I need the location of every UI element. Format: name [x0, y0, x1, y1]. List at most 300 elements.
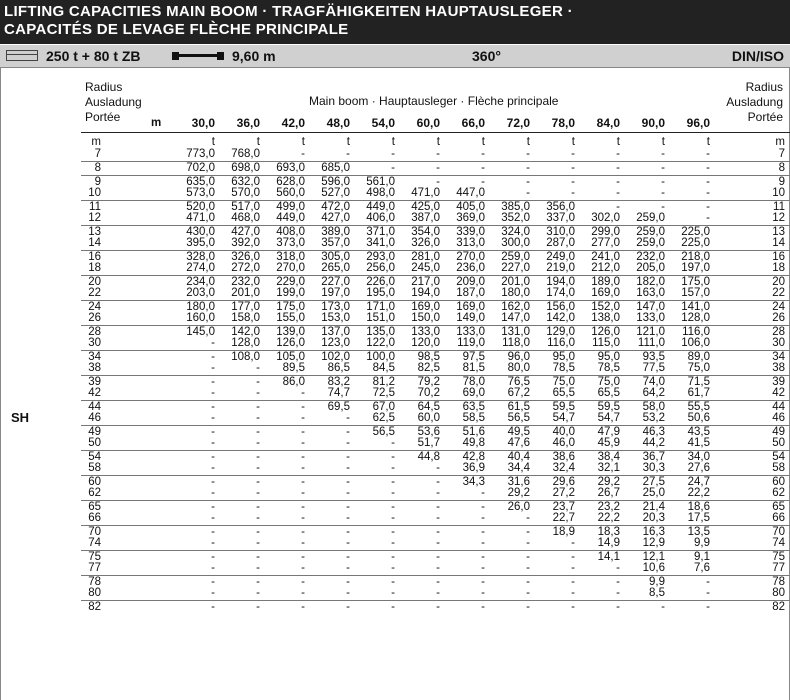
capacity-cell: 392,0 — [231, 237, 260, 249]
capacity-cell: - — [346, 476, 350, 488]
capacity-cell: 51,6 — [462, 426, 485, 438]
table-row — [1, 438, 790, 449]
capacity-cell: - — [256, 401, 260, 413]
capacity-cell: - — [706, 587, 710, 599]
capacity-cell: 34,0 — [687, 451, 710, 463]
capacity-cell: 81,5 — [462, 362, 485, 374]
capacity-cell: 75,0 — [687, 362, 710, 374]
capacity-cell: 64,2 — [642, 387, 665, 399]
capacity-cell: - — [706, 176, 710, 188]
capacity-cell: - — [571, 576, 575, 588]
capacity-cell: 245,0 — [411, 262, 440, 274]
capacity-cell: 47,6 — [507, 437, 530, 449]
capacity-cell: 102,0 — [321, 351, 350, 363]
capacity-cell: - — [571, 162, 575, 174]
capacity-unit: t — [661, 136, 665, 148]
capacity-cell: - — [436, 551, 440, 563]
capacity-cell: 32,4 — [552, 462, 575, 474]
radius-cell: 70 — [88, 526, 101, 538]
capacity-cell: - — [346, 526, 350, 538]
spec-bar — [0, 45, 790, 68]
capacity-cell: - — [526, 601, 530, 613]
capacity-cell: 339,0 — [456, 226, 485, 238]
radius-cell: 20 — [88, 276, 101, 288]
capacity-cell: - — [391, 501, 395, 513]
boom-length-header: 84,0 — [596, 116, 620, 130]
capacity-cell: 468,0 — [231, 212, 260, 224]
capacity-cell: 18,6 — [687, 501, 710, 513]
capacity-cell: - — [211, 587, 215, 599]
capacity-cell: 23,2 — [597, 501, 620, 513]
radius-cell-right: 34 — [772, 351, 785, 363]
capacity-cell: 189,0 — [591, 276, 620, 288]
capacity-cell: - — [436, 148, 440, 160]
capacity-cell: 116,0 — [547, 337, 575, 349]
capacity-cell: - — [211, 462, 215, 474]
table-row — [1, 602, 790, 613]
table-row — [1, 252, 790, 263]
capacity-cell: - — [526, 551, 530, 563]
capacity-cell: - — [436, 462, 440, 474]
capacity-cell: 187,0 — [456, 287, 485, 299]
capacity-cell: - — [391, 162, 395, 174]
table-row — [1, 263, 790, 274]
capacity-cell: 108,0 — [231, 351, 260, 363]
capacity-cell: - — [256, 576, 260, 588]
capacity-cell: 74,7 — [327, 387, 350, 399]
capacity-cell: - — [526, 562, 530, 574]
radius-cell: 77 — [88, 562, 101, 574]
radius-cell-right: 9 — [778, 176, 785, 188]
capacity-cell: 9,1 — [694, 551, 710, 563]
capacity-cell: 65,5 — [597, 387, 620, 399]
radius-cell-right: 49 — [772, 426, 785, 438]
capacity-cell: 36,9 — [462, 462, 485, 474]
capacity-cell: - — [211, 576, 215, 588]
table-row — [1, 202, 790, 213]
capacity-cell: 217,0 — [411, 276, 440, 288]
capacity-cell: 341,0 — [366, 237, 395, 249]
radius-cell: 58 — [88, 462, 101, 474]
capacity-cell: 22,2 — [687, 487, 710, 499]
boom-unit: m — [151, 117, 162, 129]
capacity-cell: 471,0 — [411, 187, 440, 199]
capacity-cell: - — [526, 176, 530, 188]
capacity-cell: 27,6 — [687, 462, 710, 474]
capacity-cell: 44,2 — [642, 437, 665, 449]
table-row — [1, 577, 790, 588]
radius-label-en: Radius — [85, 80, 123, 94]
radius-cell-right: 28 — [772, 326, 785, 338]
capacity-cell: 182,0 — [636, 276, 665, 288]
capacity-cell: 560,0 — [276, 187, 305, 199]
table-row — [1, 538, 790, 549]
capacity-cell: 163,0 — [636, 287, 665, 299]
capacity-cell: - — [211, 351, 215, 363]
capacity-cell: 169,0 — [591, 287, 620, 299]
capacity-cell: 81,2 — [372, 376, 395, 388]
capacity-cell: 60,0 — [417, 412, 440, 424]
capacity-cell: - — [436, 162, 440, 174]
outrigger-label: 9,60 m — [232, 48, 276, 64]
capacity-cell: 45,9 — [597, 437, 620, 449]
capacity-cell: 635,0 — [186, 176, 215, 188]
radius-cell-right: 75 — [772, 551, 785, 563]
capacity-cell: 158,0 — [231, 312, 260, 324]
table-row — [1, 277, 790, 288]
capacity-cell: - — [211, 526, 215, 538]
capacity-cell: 49,8 — [462, 437, 485, 449]
capacity-cell: 121,0 — [636, 326, 665, 338]
capacity-cell: - — [526, 162, 530, 174]
capacity-unit: t — [256, 136, 260, 148]
capacity-cell: 129,0 — [546, 326, 575, 338]
capacity-cell: 218,0 — [681, 251, 710, 263]
capacity-cell: - — [571, 562, 575, 574]
capacity-cell: 93,5 — [642, 351, 665, 363]
capacity-cell: 287,0 — [546, 237, 575, 249]
capacity-cell: 277,0 — [591, 237, 620, 249]
capacity-cell: - — [436, 576, 440, 588]
capacity-cell: - — [346, 562, 350, 574]
capacity-cell: - — [571, 187, 575, 199]
capacity-cell: - — [256, 537, 260, 549]
capacity-cell: - — [346, 412, 350, 424]
capacity-cell: - — [346, 148, 350, 160]
capacity-cell: - — [346, 551, 350, 563]
capacity-cell: 520,0 — [186, 201, 215, 213]
capacity-cell: - — [346, 587, 350, 599]
capacity-cell: 133,0 — [411, 326, 440, 338]
radius-cell-right: 16 — [772, 251, 785, 263]
radius-cell-right: 65 — [772, 501, 785, 513]
capacity-cell: - — [256, 501, 260, 513]
radius-cell-right: 66 — [772, 512, 785, 524]
capacity-cell: 195,0 — [366, 287, 395, 299]
capacity-cell: 98,5 — [417, 351, 440, 363]
capacity-cell: 77,5 — [642, 362, 665, 374]
capacity-cell: 449,0 — [276, 212, 305, 224]
capacity-cell: 212,0 — [591, 262, 620, 274]
capacity-cell: - — [436, 476, 440, 488]
capacity-cell: - — [436, 587, 440, 599]
capacity-cell: - — [301, 401, 305, 413]
radius-cell: 74 — [88, 537, 101, 549]
capacity-cell: 58,5 — [462, 412, 485, 424]
radius-cell: 49 — [88, 426, 101, 438]
capacity-cell: - — [301, 551, 305, 563]
radius-cell-right: 26 — [772, 312, 785, 324]
table-row — [1, 488, 790, 499]
capacity-cell: 768,0 — [231, 148, 260, 160]
capacity-cell: 227,0 — [501, 262, 530, 274]
capacity-cell: 199,0 — [276, 287, 305, 299]
capacity-cell: - — [526, 537, 530, 549]
radius-cell: 75 — [88, 551, 101, 563]
boom-length-header: 60,0 — [416, 116, 440, 130]
capacity-cell: 17,5 — [687, 512, 710, 524]
radius-cell: 26 — [88, 312, 101, 324]
capacity-cell: 302,0 — [591, 212, 620, 224]
capacity-cell: 115,0 — [592, 337, 620, 349]
capacity-cell: 227,0 — [321, 276, 350, 288]
capacity-cell: 22,7 — [552, 512, 575, 524]
capacity-cell: 326,0 — [231, 251, 260, 263]
capacity-cell: 357,0 — [321, 237, 350, 249]
radius-cell: 10 — [88, 187, 101, 199]
capacity-table — [0, 68, 790, 700]
capacity-cell: 84,5 — [372, 362, 395, 374]
capacity-cell: 61,7 — [687, 387, 710, 399]
capacity-cell: 106,0 — [681, 337, 710, 349]
capacity-cell: 141,0 — [681, 301, 710, 313]
capacity-cell: 128,0 — [681, 312, 710, 324]
capacity-cell: 299,0 — [591, 226, 620, 238]
capacity-cell: - — [301, 501, 305, 513]
capacity-cell: 135,0 — [366, 326, 395, 338]
capacity-cell: - — [571, 587, 575, 599]
capacity-cell: 147,0 — [636, 301, 665, 313]
capacity-cell: - — [211, 512, 215, 524]
capacity-cell: 69,5 — [327, 401, 350, 413]
capacity-cell: - — [256, 387, 260, 399]
radius-header-left — [85, 80, 142, 125]
capacity-cell: 149,0 — [456, 312, 485, 324]
capacity-cell: 18,9 — [552, 526, 575, 538]
capacity-cell: - — [301, 587, 305, 599]
capacity-cell: 40,4 — [507, 451, 530, 463]
capacity-cell: - — [436, 487, 440, 499]
capacity-cell: 447,0 — [456, 187, 485, 199]
capacity-cell: - — [211, 487, 215, 499]
capacity-cell: - — [301, 462, 305, 474]
table-row — [1, 377, 790, 388]
capacity-cell: - — [301, 426, 305, 438]
radius-cell: 18 — [88, 262, 101, 274]
capacity-cell: 128,0 — [231, 337, 260, 349]
capacity-cell: 180,0 — [186, 301, 215, 313]
radius-cell: 30 — [88, 337, 101, 349]
capacity-cell: - — [391, 487, 395, 499]
radius-label-en-right: Radius — [745, 80, 783, 94]
capacity-cell: 27,5 — [642, 476, 665, 488]
capacity-cell: 174,0 — [546, 287, 575, 299]
capacity-cell: 232,0 — [231, 276, 260, 288]
capacity-cell: - — [211, 337, 215, 349]
boom-length-header: 36,0 — [236, 116, 260, 130]
boom-length-header: 90,0 — [641, 116, 665, 130]
capacity-cell: 517,0 — [231, 201, 260, 213]
capacity-cell: - — [481, 526, 485, 538]
capacity-cell: 20,3 — [642, 512, 665, 524]
capacity-cell: 229,0 — [276, 276, 305, 288]
capacity-cell: - — [481, 162, 485, 174]
slewing-label: 360° — [472, 48, 501, 64]
capacity-cell: 14,1 — [597, 551, 620, 563]
capacity-cell: - — [391, 576, 395, 588]
table-row — [1, 513, 790, 524]
capacity-cell: 197,0 — [681, 262, 710, 274]
capacity-cell: 54,7 — [597, 412, 620, 424]
capacity-cell: 123,0 — [321, 337, 350, 349]
capacity-cell: - — [346, 501, 350, 513]
table-row — [1, 238, 790, 249]
capacity-cell: - — [526, 187, 530, 199]
capacity-cell: - — [301, 512, 305, 524]
capacity-cell: 24,7 — [687, 476, 710, 488]
boom-length-header: 72,0 — [506, 116, 530, 130]
counterweight-icon — [6, 50, 38, 61]
capacity-unit: t — [436, 136, 440, 148]
outrigger-icon — [172, 52, 224, 60]
capacity-cell: 570,0 — [231, 187, 260, 199]
capacity-unit: t — [706, 136, 710, 148]
capacity-cell: 201,0 — [501, 276, 530, 288]
capacity-unit: t — [346, 136, 350, 148]
capacity-cell: - — [391, 551, 395, 563]
capacity-cell: 50,6 — [687, 412, 710, 424]
capacity-cell: - — [481, 587, 485, 599]
capacity-cell: 153,0 — [321, 312, 350, 324]
capacity-cell: 270,0 — [456, 251, 485, 263]
table-row — [1, 302, 790, 313]
capacity-cell: 371,0 — [366, 226, 395, 238]
capacity-cell: 21,4 — [642, 501, 665, 513]
capacity-cell: 259,0 — [636, 212, 665, 224]
capacity-cell: 139,0 — [276, 326, 305, 338]
capacity-cell: 97,5 — [462, 351, 485, 363]
capacity-cell: 10,6 — [642, 562, 665, 574]
capacity-cell: 337,0 — [546, 212, 575, 224]
sh-label: SH — [11, 410, 30, 425]
capacity-cell: - — [616, 576, 620, 588]
capacity-cell: - — [481, 487, 485, 499]
capacity-cell: 55,5 — [687, 401, 710, 413]
capacity-cell: 300,0 — [501, 237, 530, 249]
capacity-cell: 61,5 — [507, 401, 530, 413]
capacity-cell: 8,5 — [649, 587, 665, 599]
capacity-cell: 205,0 — [636, 262, 665, 274]
capacity-cell: 471,0 — [186, 212, 215, 224]
boom-length-header: 30,0 — [191, 116, 215, 130]
capacity-cell: 197,0 — [321, 287, 350, 299]
capacity-cell: 152,0 — [591, 301, 620, 313]
capacity-cell: 527,0 — [321, 187, 350, 199]
radius-cell-right: 22 — [772, 287, 785, 299]
capacity-cell: - — [301, 562, 305, 574]
capacity-cell: - — [301, 387, 305, 399]
capacity-cell: 12,1 — [642, 551, 665, 563]
capacity-cell: - — [391, 601, 395, 613]
capacity-cell: - — [706, 201, 710, 213]
capacity-cell: 26,0 — [507, 501, 530, 513]
radius-cell: 14 — [88, 237, 101, 249]
capacity-cell: 120,0 — [411, 337, 440, 349]
capacity-cell: 698,0 — [231, 162, 260, 174]
capacity-cell: 59,5 — [597, 401, 620, 413]
radius-cell: 38 — [88, 362, 101, 374]
capacity-cell: 18,3 — [597, 526, 620, 538]
capacity-cell: 32,1 — [597, 462, 620, 474]
capacity-cell: 142,0 — [546, 312, 575, 324]
boom-length-header: 96,0 — [686, 116, 710, 130]
capacity-cell: 406,0 — [366, 212, 395, 224]
capacity-cell: 596,0 — [321, 176, 350, 188]
capacity-cell: 86,5 — [327, 362, 350, 374]
capacity-cell: 274,0 — [186, 262, 215, 274]
capacity-cell: - — [211, 501, 215, 513]
capacity-cell: 173,0 — [321, 301, 350, 313]
capacity-cell: - — [301, 526, 305, 538]
capacity-cell: 155,0 — [276, 312, 305, 324]
capacity-cell: - — [481, 512, 485, 524]
capacity-cell: 131,0 — [501, 326, 530, 338]
radius-cell-right: 46 — [772, 412, 785, 424]
capacity-cell: - — [661, 201, 665, 213]
capacity-cell: 41,5 — [687, 437, 710, 449]
capacity-cell: - — [616, 201, 620, 213]
capacity-cell: 157,0 — [681, 287, 710, 299]
capacity-cell: - — [391, 526, 395, 538]
capacity-cell: 352,0 — [501, 212, 530, 224]
capacity-cell: - — [211, 451, 215, 463]
capacity-cell: 119,0 — [457, 337, 485, 349]
capacity-cell: - — [211, 437, 215, 449]
capacity-cell: 427,0 — [321, 212, 350, 224]
capacity-cell: 80,0 — [507, 362, 530, 374]
radius-cell: 9 — [94, 176, 101, 188]
capacity-cell: 27,2 — [552, 487, 575, 499]
capacity-cell: - — [481, 576, 485, 588]
capacity-cell: 14,9 — [597, 537, 620, 549]
capacity-cell: 702,0 — [186, 162, 215, 174]
capacity-cell: - — [616, 601, 620, 613]
capacity-cell: 328,0 — [186, 251, 215, 263]
capacity-cell: 78,0 — [462, 376, 485, 388]
capacity-cell: 310,0 — [546, 226, 575, 238]
capacity-cell: 389,0 — [321, 226, 350, 238]
capacity-cell: - — [661, 148, 665, 160]
table-row — [1, 313, 790, 324]
capacity-cell: 62,5 — [372, 412, 395, 424]
capacity-cell: - — [211, 362, 215, 374]
capacity-cell: - — [571, 148, 575, 160]
capacity-cell: - — [256, 601, 260, 613]
table-row — [1, 177, 790, 188]
capacity-cell: - — [391, 587, 395, 599]
capacity-cell: 408,0 — [276, 226, 305, 238]
radius-cell: 66 — [88, 512, 101, 524]
capacity-cell: 225,0 — [681, 226, 710, 238]
capacity-cell: 142,0 — [231, 326, 260, 338]
capacity-cell: 324,0 — [501, 226, 530, 238]
capacity-cell: 226,0 — [366, 276, 395, 288]
radius-cell: 46 — [88, 412, 101, 424]
capacity-cell: - — [256, 512, 260, 524]
capacity-cell: - — [526, 587, 530, 599]
capacity-cell: 259,0 — [636, 226, 665, 238]
capacity-cell: 693,0 — [276, 162, 305, 174]
table-row — [1, 552, 790, 563]
capacity-cell: - — [526, 512, 530, 524]
capacity-cell: 76,5 — [507, 376, 530, 388]
capacity-cell: 685,0 — [321, 162, 350, 174]
capacity-cell: 78,5 — [552, 362, 575, 374]
capacity-cell: - — [436, 562, 440, 574]
capacity-cell: - — [706, 212, 710, 224]
capacity-cell: 499,0 — [276, 201, 305, 213]
capacity-cell: - — [571, 551, 575, 563]
